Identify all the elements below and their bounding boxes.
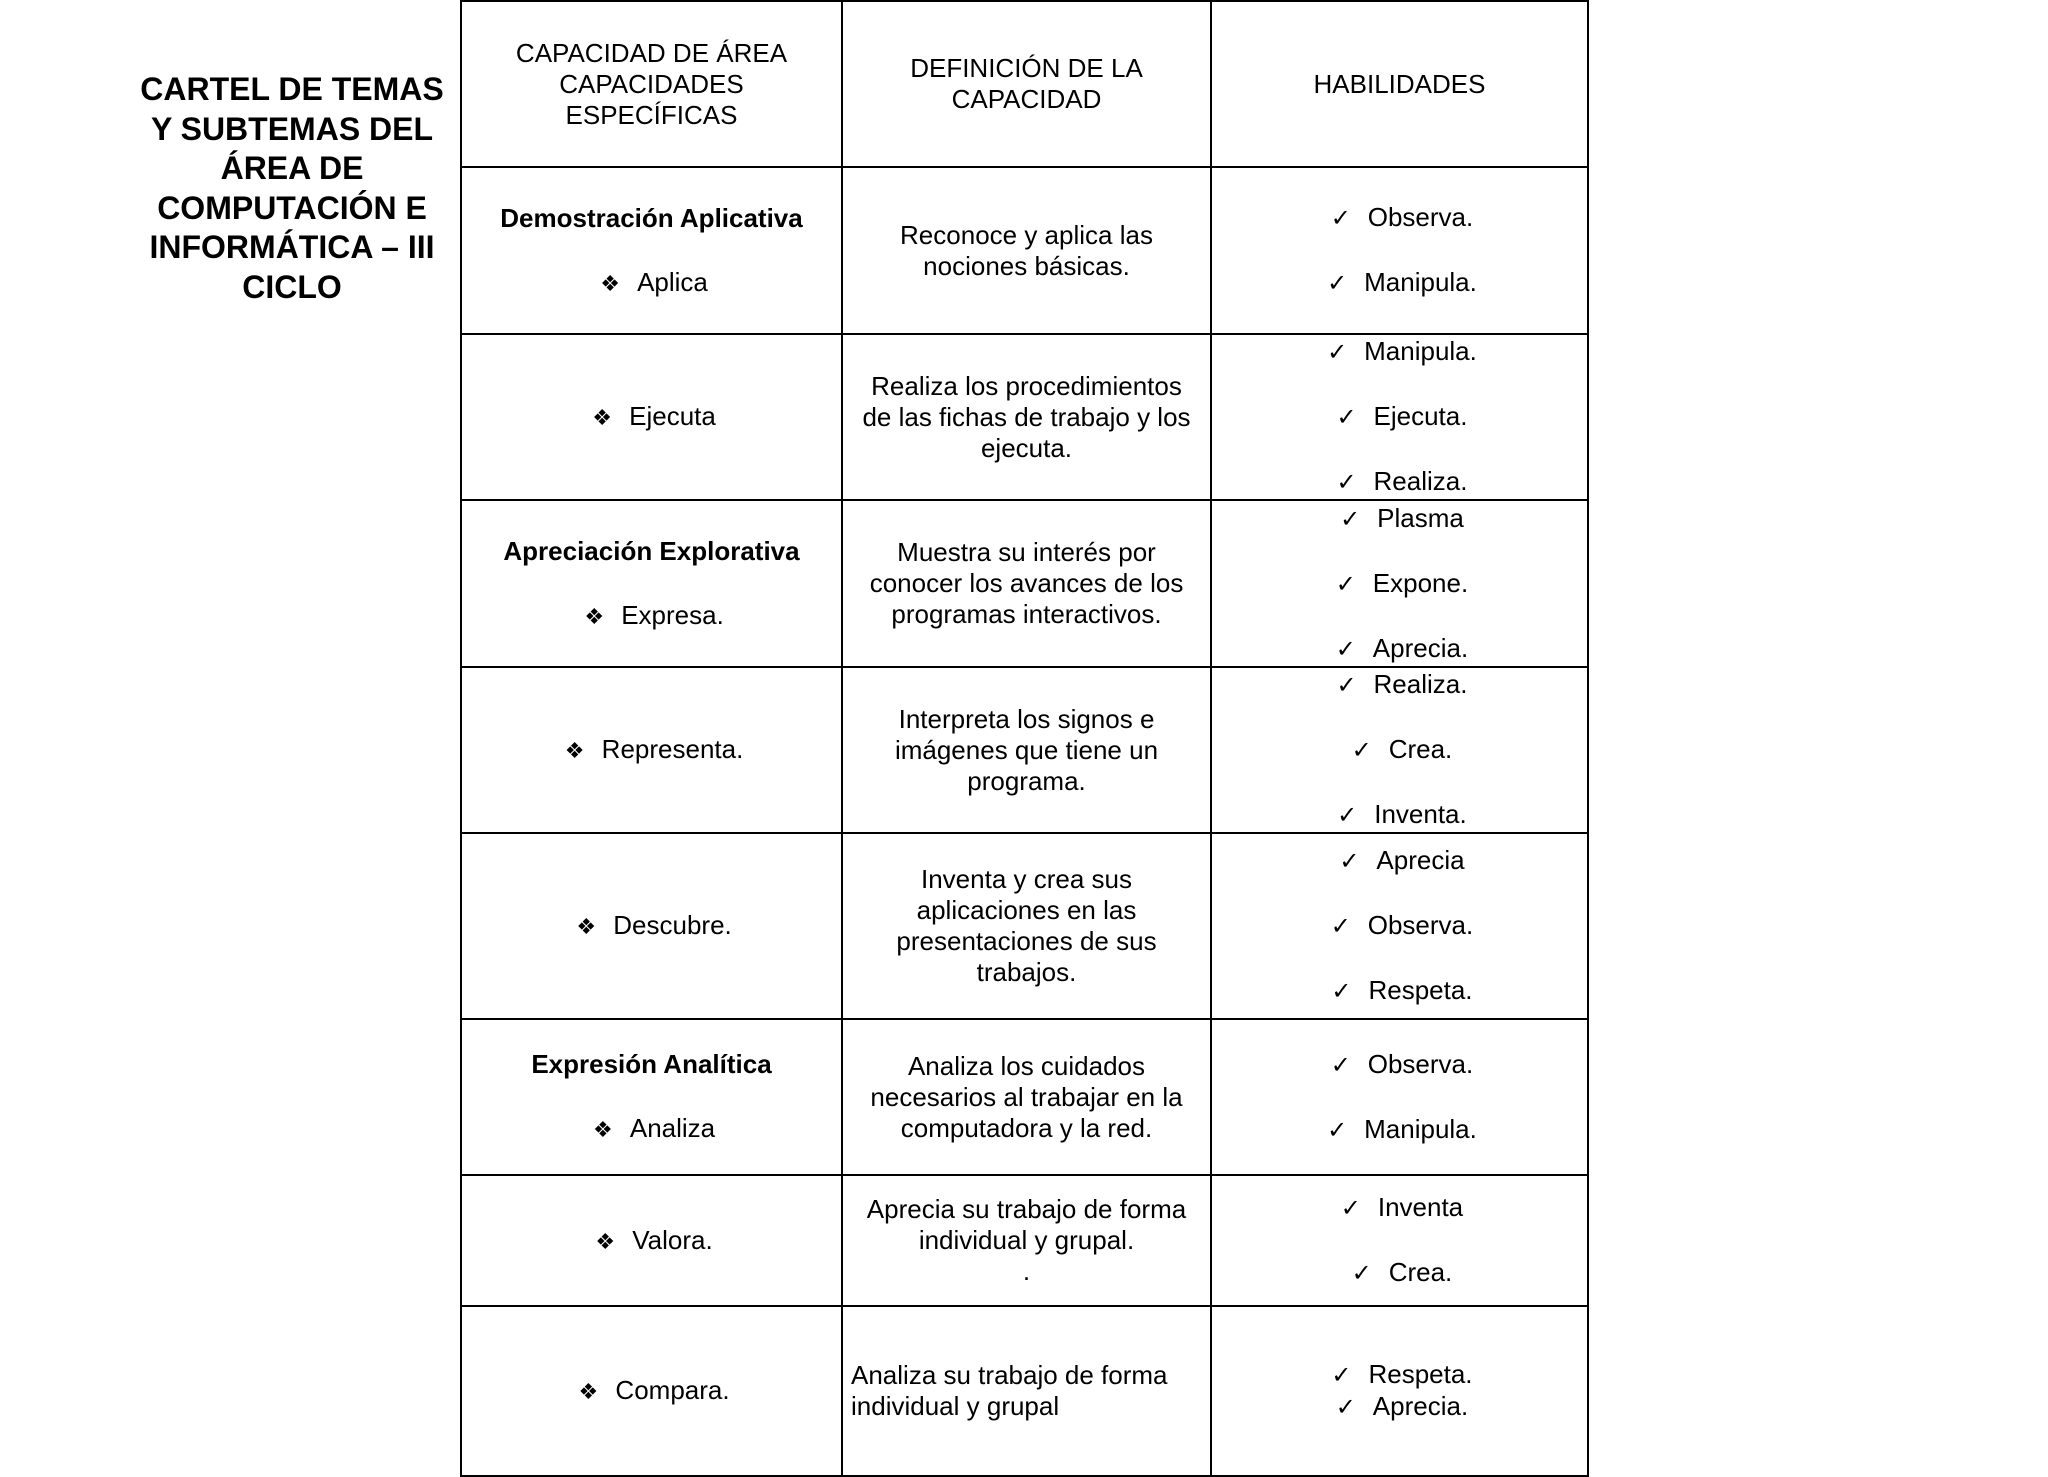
capacity-label: Descubre.	[613, 910, 732, 940]
definition-line: necesarios al trabajar en la	[870, 1081, 1183, 1112]
definition-line: Interpreta los signos e	[898, 703, 1155, 734]
table-row	[461, 1019, 1588, 1175]
check-icon: ✓	[1327, 270, 1348, 297]
diamond-bullet-icon: ❖	[564, 738, 585, 763]
skills-cell	[1211, 500, 1588, 667]
definition-line: Aprecia su trabajo de forma	[866, 1194, 1187, 1224]
capacity-cell	[461, 1019, 842, 1175]
check-icon: ✓	[1335, 635, 1356, 663]
skills-cell	[1211, 1306, 1588, 1476]
table-row	[461, 167, 1588, 334]
check-icon: ✓	[1330, 913, 1351, 940]
skill-label: Realiza.	[1373, 669, 1468, 699]
header-capacity-line1: CAPACIDAD DE ÁREA	[515, 37, 788, 68]
definition-line: imágenes que tiene un	[894, 734, 1159, 765]
definition-cell	[842, 1175, 1211, 1306]
skill-label: Realiza.	[1373, 466, 1468, 496]
skill-label: Aprecia.	[1372, 1391, 1469, 1421]
diamond-bullet-icon: ❖	[584, 603, 605, 629]
header-skills	[1211, 1, 1588, 167]
definition-cell	[842, 500, 1211, 667]
skill-label: Plasma	[1377, 502, 1464, 533]
table-header-row	[461, 1, 1588, 167]
check-icon: ✓	[1327, 1116, 1348, 1144]
capacity-cell	[461, 667, 842, 833]
check-icon: ✓	[1336, 404, 1357, 431]
capacity-cell	[461, 833, 842, 1019]
table-row	[461, 1306, 1588, 1476]
diamond-bullet-icon: ❖	[595, 1228, 616, 1254]
area-title: Expresión Analítica	[531, 1049, 772, 1079]
header-capacity-line2: CAPACIDADES	[559, 68, 744, 99]
definition-line: aplicaciones en las	[916, 895, 1137, 925]
header-definition-line2: CAPACIDAD	[951, 84, 1102, 114]
skill-label: Expone.	[1372, 567, 1469, 598]
definition-line: nociones básicas.	[923, 250, 1130, 281]
capacity-label: Expresa.	[621, 599, 724, 630]
skills-cell	[1211, 1175, 1588, 1306]
header-skills-label: HABILIDADES	[1313, 68, 1486, 99]
check-icon: ✓	[1351, 737, 1372, 764]
check-icon: ✓	[1340, 505, 1361, 533]
skill-label: Observa.	[1367, 910, 1474, 940]
definition-line: conocer los avances de los	[869, 568, 1184, 598]
definition-cell	[842, 167, 1211, 334]
header-definition-line1: DEFINICIÓN DE LA	[910, 53, 1143, 83]
capacity-cell	[461, 334, 842, 500]
definition-cell	[842, 1306, 1211, 1476]
capacity-label: Analiza	[629, 1113, 716, 1143]
definition-line: trabajos.	[976, 957, 1077, 987]
definition-line: Analiza los cuidados	[907, 1050, 1146, 1081]
page-title: CARTEL DE TEMAS Y SUBTEMAS DEL ÁREA DE COMPUTACIÓN E INFORMÁTICA – III CICLO	[140, 71, 444, 305]
definition-line: Muestra su interés por	[897, 537, 1156, 567]
check-icon: ✓	[1327, 339, 1348, 366]
table-row	[461, 334, 1588, 500]
capacity-cell	[461, 1306, 842, 1476]
skill-label: Aprecia.	[1372, 632, 1469, 663]
definition-line: presentaciones de sus	[896, 926, 1157, 956]
skill-label: Crea.	[1388, 734, 1453, 764]
definition-line: individual y grupal.	[918, 1225, 1135, 1255]
definition-cell	[842, 833, 1211, 1019]
skills-cell	[1211, 1019, 1588, 1175]
diamond-bullet-icon: ❖	[576, 914, 597, 939]
area-title: Apreciación Explorativa	[503, 535, 800, 566]
capacity-label: Aplica	[637, 266, 708, 297]
definition-line: programas interactivos.	[891, 599, 1162, 629]
skill-label: Manipula.	[1364, 336, 1477, 366]
capacity-cell	[461, 1175, 842, 1306]
skill-label: Aprecia	[1376, 845, 1465, 875]
check-icon: ✓	[1330, 205, 1351, 232]
check-icon: ✓	[1336, 672, 1357, 699]
check-icon: ✓	[1331, 978, 1352, 1005]
skills-cell	[1211, 167, 1588, 334]
definition-cell	[842, 334, 1211, 500]
area-title: Demostración Aplicativa	[500, 202, 803, 233]
header-capacity	[461, 1, 842, 167]
definition-line: .	[1022, 1256, 1031, 1286]
capacities-table	[460, 0, 1589, 1477]
capacity-label: Valora.	[632, 1224, 713, 1255]
skills-cell	[1211, 334, 1588, 500]
check-icon: ✓	[1336, 469, 1357, 496]
check-icon: ✓	[1339, 848, 1360, 875]
capacity-label: Compara.	[615, 1375, 730, 1405]
skill-label: Crea.	[1388, 1257, 1453, 1287]
check-icon: ✓	[1340, 1195, 1361, 1222]
skill-label: Manipula.	[1364, 1113, 1477, 1144]
table-row	[461, 500, 1588, 667]
check-icon: ✓	[1330, 1051, 1351, 1079]
header-capacity-line3: ESPECÍFICAS	[565, 99, 738, 130]
skill-label: Inventa.	[1374, 799, 1467, 829]
skill-label: Inventa	[1377, 1192, 1464, 1222]
capacity-cell	[461, 167, 842, 334]
check-icon: ✓	[1335, 570, 1356, 598]
definition-line: Analiza su trabajo de forma	[851, 1360, 1168, 1390]
check-icon: ✓	[1337, 802, 1358, 829]
check-icon: ✓	[1351, 1260, 1372, 1287]
diamond-bullet-icon: ❖	[600, 270, 620, 296]
skills-cell	[1211, 833, 1588, 1019]
capacity-label: Representa.	[601, 734, 744, 764]
skills-cell	[1211, 667, 1588, 833]
definition-line: computadora y la red.	[900, 1112, 1153, 1143]
skill-label: Observa.	[1367, 1048, 1474, 1079]
skill-label: Manipula.	[1364, 267, 1477, 297]
definition-line: individual y grupal	[851, 1391, 1060, 1421]
skill-label: Observa.	[1367, 202, 1474, 232]
definition-line: Reconoce y aplica las	[900, 219, 1153, 250]
definition-cell	[842, 667, 1211, 833]
capacity-label: Ejecuta	[629, 401, 716, 431]
diamond-bullet-icon: ❖	[592, 1117, 613, 1142]
table-row	[461, 1175, 1588, 1306]
header-definition	[842, 1, 1211, 167]
definition-line: Realiza los procedimientos	[871, 370, 1182, 401]
check-icon: ✓	[1331, 1362, 1352, 1389]
definition-line: ejecuta.	[980, 432, 1073, 463]
definition-line: Inventa y crea sus	[921, 864, 1132, 894]
definition-cell	[842, 1019, 1211, 1175]
table-row	[461, 667, 1588, 833]
definition-line: programa.	[967, 765, 1086, 796]
diamond-bullet-icon: ❖	[578, 1379, 599, 1404]
capacity-cell	[461, 500, 842, 667]
skill-label: Respeta.	[1368, 975, 1473, 1005]
table-row	[461, 833, 1588, 1019]
check-icon: ✓	[1335, 1394, 1356, 1421]
skill-label: Respeta.	[1368, 1359, 1473, 1389]
diamond-bullet-icon: ❖	[592, 405, 612, 430]
definition-line: de las fichas de trabajo y los	[862, 401, 1191, 432]
skill-label: Ejecuta.	[1373, 401, 1468, 431]
